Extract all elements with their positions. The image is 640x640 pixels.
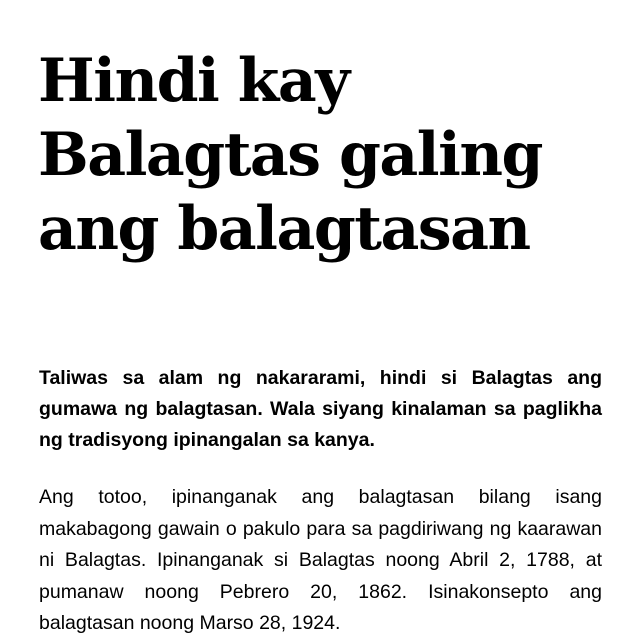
article-title xyxy=(38,44,618,266)
title-line-2: Balagtas galing xyxy=(38,120,542,190)
title-line-3: ang balagtasan xyxy=(38,194,530,264)
lead-paragraph: Taliwas sa alam ng nakararami, hindi si Balagtas ang gumawa ng balagtasan. Wala siyang kinalaman sa paglikha ng tradisyong ipinangalan sa kanya. xyxy=(39,367,602,451)
title-line-1: Hindi kay xyxy=(38,46,349,116)
body-paragraph: Ang totoo, ipinanganak ang balagtasan bilang isang makabagong gawain o pakulo para sa pagdiriwang ng kaarawan ni Balagtas. Ipinanganak si Balagtas noong Abril 2, 1788, at pumanaw noong Pebrero 20, 1862. Isinakonsepto ang balagtasan noong Marso 28, 1924. xyxy=(39,486,602,634)
